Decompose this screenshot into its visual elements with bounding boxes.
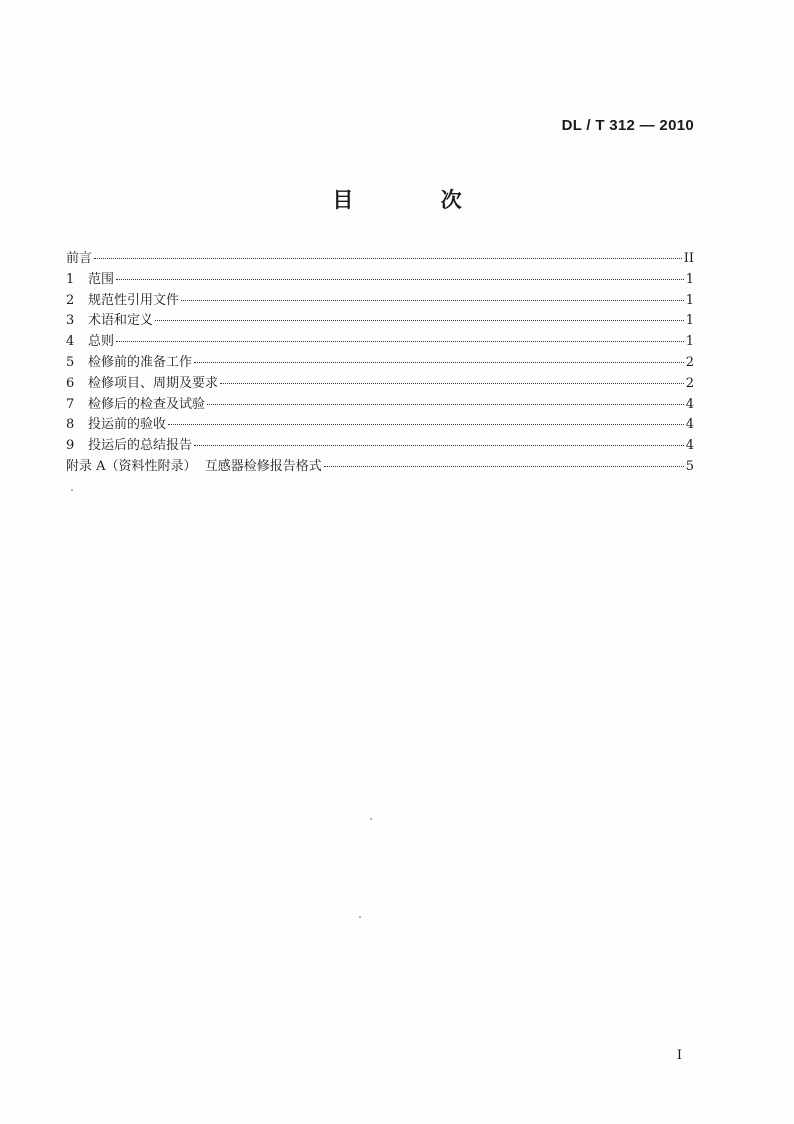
toc-entry-page: 1 <box>685 292 694 308</box>
toc-entry-items-cycle[interactable] <box>66 374 694 395</box>
toc-entry-number: 8 <box>66 417 75 433</box>
dot-leader <box>194 444 684 446</box>
toc-entry-page: II <box>683 251 694 266</box>
toc-entry-label: 检修后的检查及试验 <box>88 396 206 412</box>
dot-leader <box>94 257 682 259</box>
toc-entry-number: 4 <box>66 334 75 350</box>
toc-entry-number: 1 <box>66 271 75 287</box>
dot-leader <box>168 423 684 425</box>
toc-entry-label: 前言 <box>66 251 93 266</box>
toc-entry-page: 2 <box>685 354 694 370</box>
toc-entry-number: 5 <box>66 354 75 370</box>
toc-entry-number: 2 <box>66 292 75 308</box>
scan-speck <box>370 818 372 820</box>
toc-entry-summary-report[interactable] <box>66 436 694 457</box>
toc-entry-page: 4 <box>685 438 694 454</box>
toc-entry-label: 规范性引用文件 <box>88 292 180 308</box>
toc-entry-appendix-a[interactable] <box>66 457 694 478</box>
toc-entry-page: 4 <box>685 396 694 412</box>
toc-entry-label: 投运前的验收 <box>88 417 167 433</box>
dot-leader <box>220 382 684 384</box>
toc-entry-label: 投运后的总结报告 <box>88 438 193 454</box>
toc-entry-number: 3 <box>66 313 75 329</box>
toc-entry-acceptance[interactable] <box>66 415 694 436</box>
toc-entry-scope[interactable] <box>66 270 694 291</box>
dot-leader <box>181 299 684 301</box>
toc-entry-label: 附录 A（资料性附录） 互感器检修报告格式 <box>66 458 322 474</box>
toc-entry-terms-definitions[interactable] <box>66 311 694 332</box>
page-title: 目 次 <box>332 188 502 212</box>
standard-code: DL / T 312 — 2010 <box>561 117 694 134</box>
toc-entry-number: 9 <box>66 438 75 454</box>
toc-entry-label: 检修项目、周期及要求 <box>88 375 219 391</box>
toc-entry-page: 4 <box>685 417 694 433</box>
toc-entry-page: 1 <box>685 271 694 287</box>
toc-entry-normative-references[interactable] <box>66 291 694 312</box>
dot-leader <box>116 278 684 280</box>
toc-entry-page: 2 <box>685 375 694 391</box>
page-number: I <box>676 1048 682 1063</box>
scan-speck <box>71 489 73 491</box>
toc-entry-page: 5 <box>685 458 694 474</box>
dot-leader <box>116 340 684 342</box>
toc-entry-label: 总则 <box>88 334 115 350</box>
dot-leader <box>155 319 684 321</box>
toc-entry-label: 术语和定义 <box>88 313 154 329</box>
table-of-contents <box>66 249 694 478</box>
toc-entry-page: 1 <box>685 313 694 329</box>
dot-leader <box>207 403 684 405</box>
toc-entry-number: 6 <box>66 375 75 391</box>
toc-entry-inspection-tests[interactable] <box>66 395 694 416</box>
toc-entry-label: 检修前的准备工作 <box>88 354 193 370</box>
toc-entry-general[interactable] <box>66 332 694 353</box>
toc-entry-foreword[interactable] <box>66 249 694 270</box>
toc-entry-page: 1 <box>685 334 694 350</box>
dot-leader <box>324 465 684 467</box>
toc-entry-number: 7 <box>66 396 75 412</box>
toc-entry-label: 范围 <box>88 271 115 287</box>
dot-leader <box>194 361 684 363</box>
scan-speck <box>359 916 361 918</box>
toc-entry-preparation[interactable] <box>66 353 694 374</box>
